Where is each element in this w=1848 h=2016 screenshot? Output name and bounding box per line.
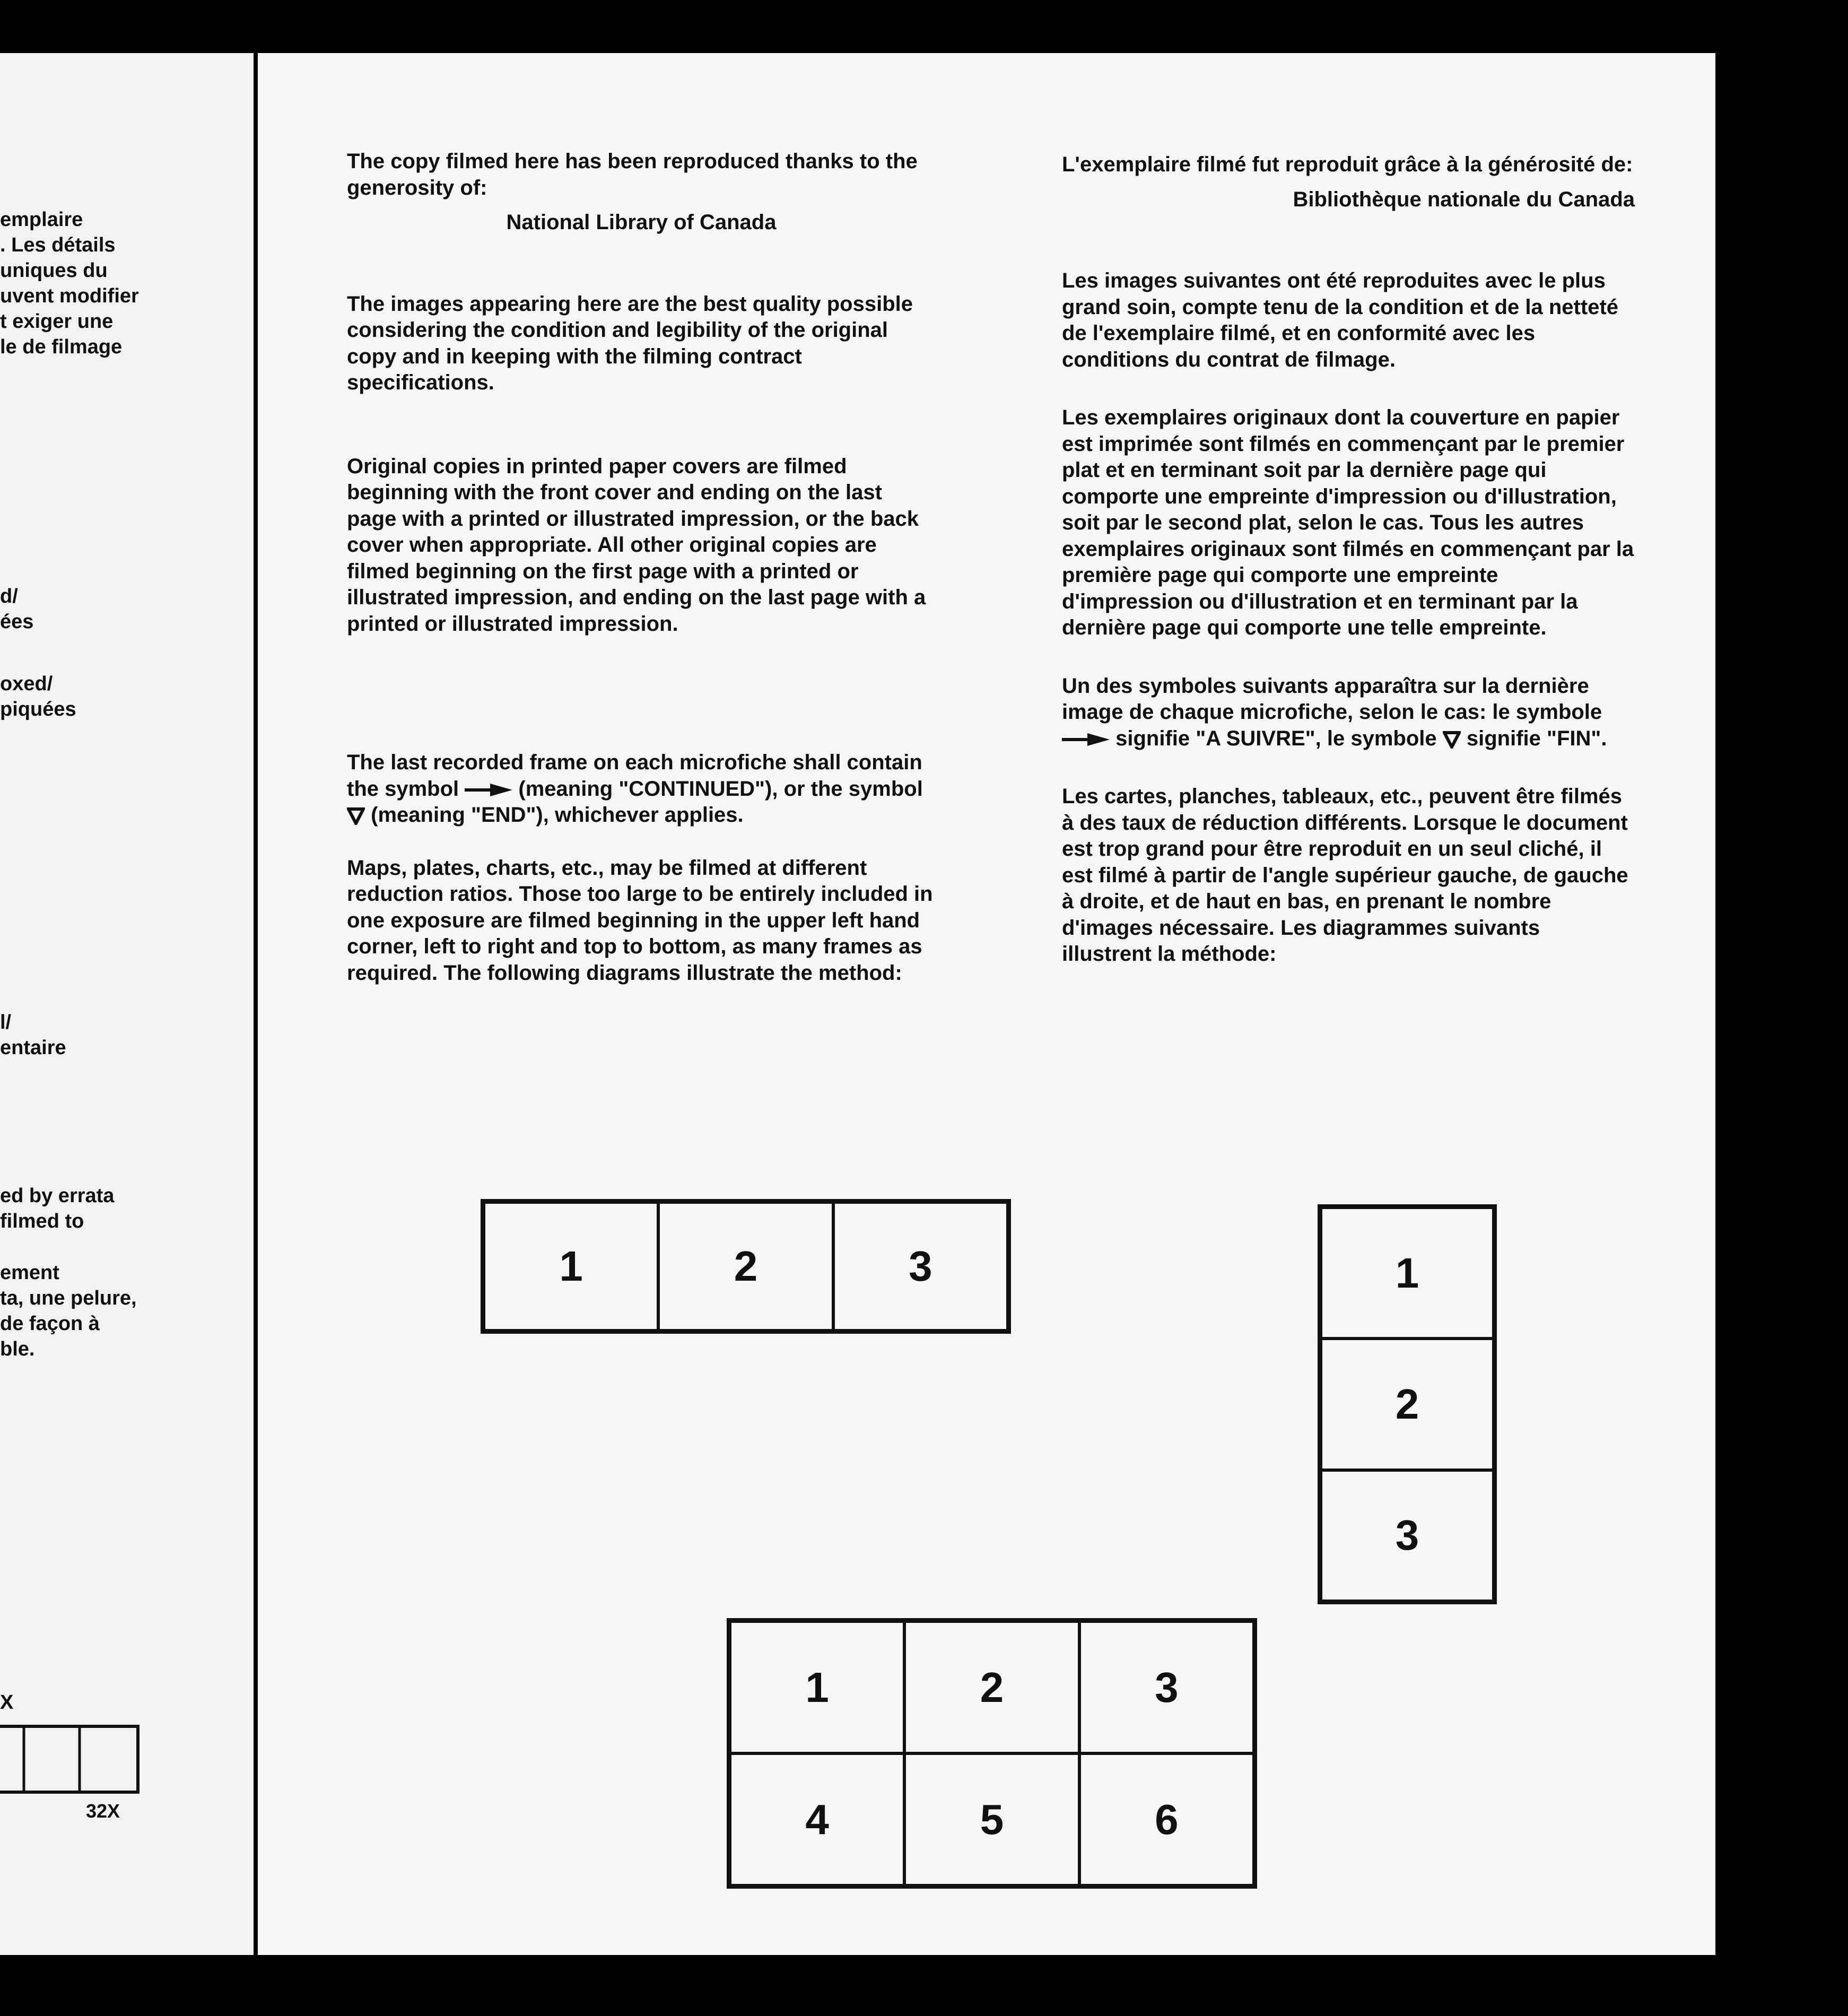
diagram-grid — [727, 1618, 1257, 1889]
left-page-fragment — [0, 53, 254, 1955]
english-column — [347, 149, 936, 986]
left-text-line: de façon à — [0, 1313, 100, 1335]
diagram-frame: 3 — [1079, 1621, 1254, 1753]
diagram-frame: 2 — [658, 1202, 833, 1331]
left-text-line: ble. — [0, 1338, 35, 1360]
a-suivre-arrow-icon — [1062, 733, 1110, 746]
left-text-line: ement — [0, 1262, 59, 1284]
left-text-line: oxed/ — [0, 673, 53, 695]
english-library-name: National Library of Canada — [506, 211, 777, 234]
diagram-frame: 1 — [484, 1202, 658, 1331]
diagram-vertical — [1318, 1204, 1497, 1604]
left-text-line: d/ — [0, 585, 18, 607]
diagram-frame: 2 — [904, 1621, 1079, 1753]
diagram-frame: 2 — [1321, 1339, 1494, 1470]
left-text-line: filmed to — [0, 1210, 84, 1232]
left-text-line: uvent modifier — [0, 285, 139, 307]
english-symbols-text: The last recorded frame on each microfiche shall contain the symbol (meaning "CONTINUED"), or the symbol (meaning "END"), whichever applies. — [347, 751, 923, 827]
french-maps-text: Les cartes, planches, tableaux, etc., peuvent être filmés à des taux de réduction différents. Lorsque le document est trop grand pour être reproduit en un seul cliché, il est filmé à partir de l'angle supérieur gauche, de gauche à droite, et de haut en bas, en prenant le nombre d'images nécessaire. Les diagrammes suivants illustrent la méthode: — [1062, 785, 1628, 966]
left-text-line: emplaire — [0, 208, 83, 231]
resolution-box-outline — [0, 1726, 138, 1792]
diagram-frame: 4 — [730, 1753, 904, 1885]
left-text-line: 32X — [86, 1800, 120, 1822]
left-text-line: entaire — [0, 1037, 66, 1059]
left-text-line: ta, une pelure, — [0, 1287, 137, 1309]
diagram-frame: 1 — [730, 1621, 904, 1753]
english-original-copies-text: Original copies in printed paper covers are filmed beginning with the front cover and ending on the last page with a printed or illustrated impression, or the back cover when appropriate. All other original copies are filmed beginning on the first page with a printed or illustrated impression, and ending on the last page with a printed or illustrated impression. — [347, 454, 926, 636]
resolution-boxes — [0, 1724, 143, 1796]
diagram-frame: 6 — [1079, 1753, 1254, 1885]
diagram-frame: 1 — [1321, 1207, 1494, 1339]
french-original-copies-text: Les exemplaires originaux dont la couverture en papier est imprimée sont filmés en commençant par le premier plat et en terminant soit par la dernière page qui comporte une empreinte d'impression ou d'illustration, soit par le second plat, selon le cas. Tous les autres exemplaires originaux sont filmés en commençant par la première page qui comporte une empreinte d'impression ou d'illustration et en terminant par la dernière page qui comporte une telle empreinte. — [1062, 406, 1634, 639]
english-quality-text: The images appearing here are the best quality possible considering the condition and legibility of the original copy and in keeping with the filming contract specifications. — [347, 292, 913, 394]
left-text-line: ed by errata — [0, 1185, 115, 1207]
french-library-name: Bibliothèque nationale du Canada — [1293, 187, 1635, 211]
french-thanks-text: L'exemplaire filmé fut reproduit grâce à la générosité de: — [1062, 153, 1633, 176]
diagram-frame: 3 — [1321, 1470, 1494, 1601]
left-text-line: t exiger une — [0, 310, 114, 333]
english-thanks-text: The copy filmed here has been reproduced thanks to the generosity of: — [347, 150, 918, 199]
left-text-line: le de filmage — [0, 336, 123, 358]
french-column — [1062, 152, 1635, 968]
left-text-line: l/ — [0, 1011, 12, 1033]
diagram-frame: 5 — [904, 1753, 1079, 1885]
left-text-line: X — [0, 1691, 14, 1714]
english-maps-text: Maps, plates, charts, etc., may be filmed at different reduction ratios. Those too large to be entirely included in one exposure are filmed beginning in the upper left hand corner, left to right and top to bottom, as many frames as required. The following diagrams illustrate the method: — [347, 856, 933, 985]
fin-triangle-icon — [1443, 731, 1461, 749]
french-symbols-text: Un des symboles suivants apparaîtra sur la dernière image de chaque microfiche, selon le cas: le symbole signifie "A SUIVRE", le symbole signifie "FIN". — [1062, 674, 1607, 750]
diagram-frame: 3 — [833, 1202, 1008, 1331]
left-text-line: piquées — [0, 698, 76, 720]
left-text-line: . Les détails — [0, 234, 116, 256]
continued-arrow-icon — [465, 784, 512, 796]
end-triangle-icon — [347, 807, 365, 825]
microfiche-target-page — [258, 53, 1715, 1955]
french-quality-text: Les images suivantes ont été reproduites avec le plus grand soin, compte tenu de la condition et de la netteté de l'exemplaire filmé, et en conformité avec les conditions du contrat de filmage. — [1062, 269, 1619, 371]
diagram-horizontal — [481, 1199, 1011, 1334]
left-text-line: ées — [0, 611, 34, 633]
left-text-line: uniques du — [0, 259, 108, 282]
